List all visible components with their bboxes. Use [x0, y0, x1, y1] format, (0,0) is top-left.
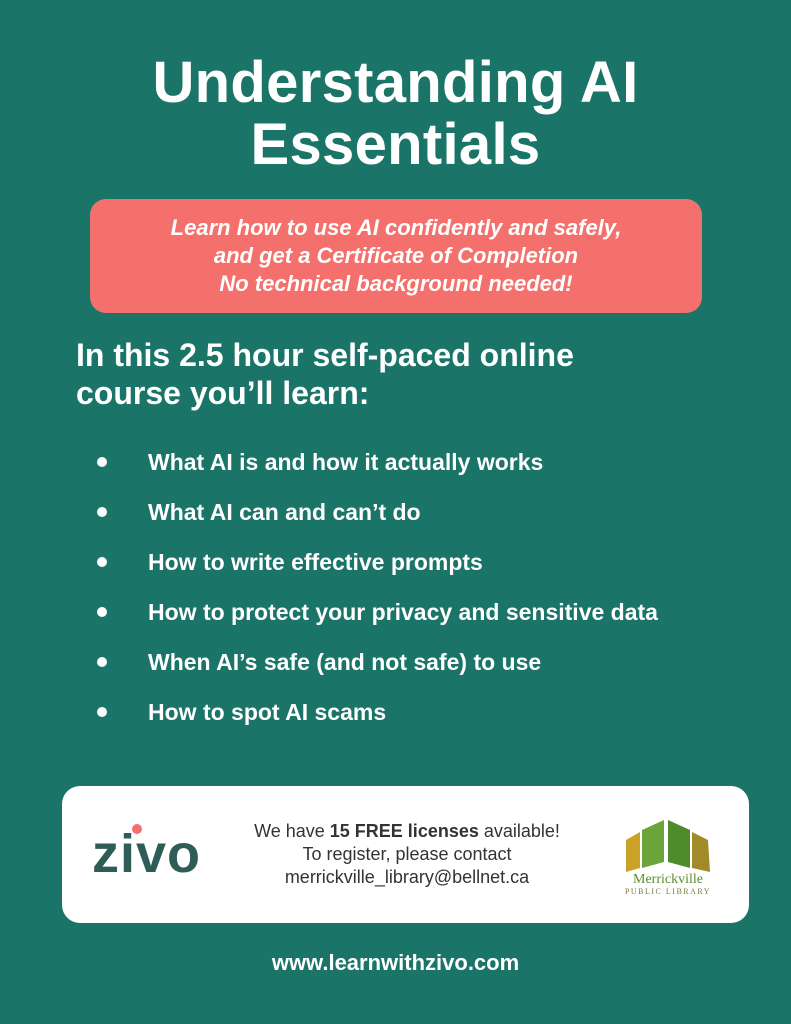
license-suffix: available! — [478, 821, 560, 841]
bullet-dot-icon — [97, 707, 107, 717]
bullet-dot-icon — [97, 507, 107, 517]
highlight-banner — [90, 199, 702, 313]
course-intro — [76, 336, 776, 412]
zivo-logo-icon — [92, 820, 224, 880]
banner-line-1: Learn how to use AI confidently and safely, — [170, 215, 622, 240]
banner-line-2: and get a Certificate of Completion — [213, 243, 579, 268]
bullet-dot-icon — [97, 657, 107, 667]
registration-info — [232, 820, 582, 889]
bullet-dot-icon — [97, 457, 107, 467]
license-count: 15 FREE licenses — [329, 821, 479, 841]
website-link[interactable]: www.learnwithzivo.com — [271, 950, 520, 975]
license-prefix: We have — [254, 821, 330, 841]
list-item — [0, 542, 791, 592]
list-item-text: How to protect your privacy and sensitive data — [148, 599, 658, 625]
list-item-text: How to spot AI scams — [148, 699, 387, 725]
list-item-text: What AI is and how it actually works — [148, 449, 544, 475]
bullet-dot-icon — [97, 557, 107, 567]
library-subtitle: PUBLIC LIBRARY — [624, 887, 712, 896]
list-item — [0, 692, 791, 742]
list-item — [0, 492, 791, 542]
contact-email[interactable]: merrickville_library@bellnet.ca — [284, 867, 530, 887]
zivo-logo-text: zivo — [92, 824, 202, 880]
list-item — [0, 592, 791, 642]
bullet-dot-icon — [97, 607, 107, 617]
learning-list — [0, 442, 791, 742]
list-item-text: What AI can and can’t do — [148, 499, 421, 525]
banner-line-3: No technical background needed! — [219, 271, 573, 296]
registration-card — [62, 786, 749, 923]
intro-line-2: course you’ll learn: — [76, 375, 370, 411]
title-line-2: Essentials — [250, 112, 541, 177]
library-name: Merrickville — [633, 872, 703, 887]
list-item-text: How to write effective prompts — [148, 549, 483, 575]
title-line-1: Understanding AI — [152, 50, 639, 115]
list-item — [0, 642, 791, 692]
list-item-text: When AI’s safe (and not safe) to use — [148, 649, 542, 675]
license-line — [232, 820, 582, 843]
register-line: To register, please contact — [302, 844, 512, 864]
page-title — [0, 52, 791, 176]
intro-line-1: In this 2.5 hour self-paced online — [76, 337, 574, 373]
list-item — [0, 442, 791, 492]
